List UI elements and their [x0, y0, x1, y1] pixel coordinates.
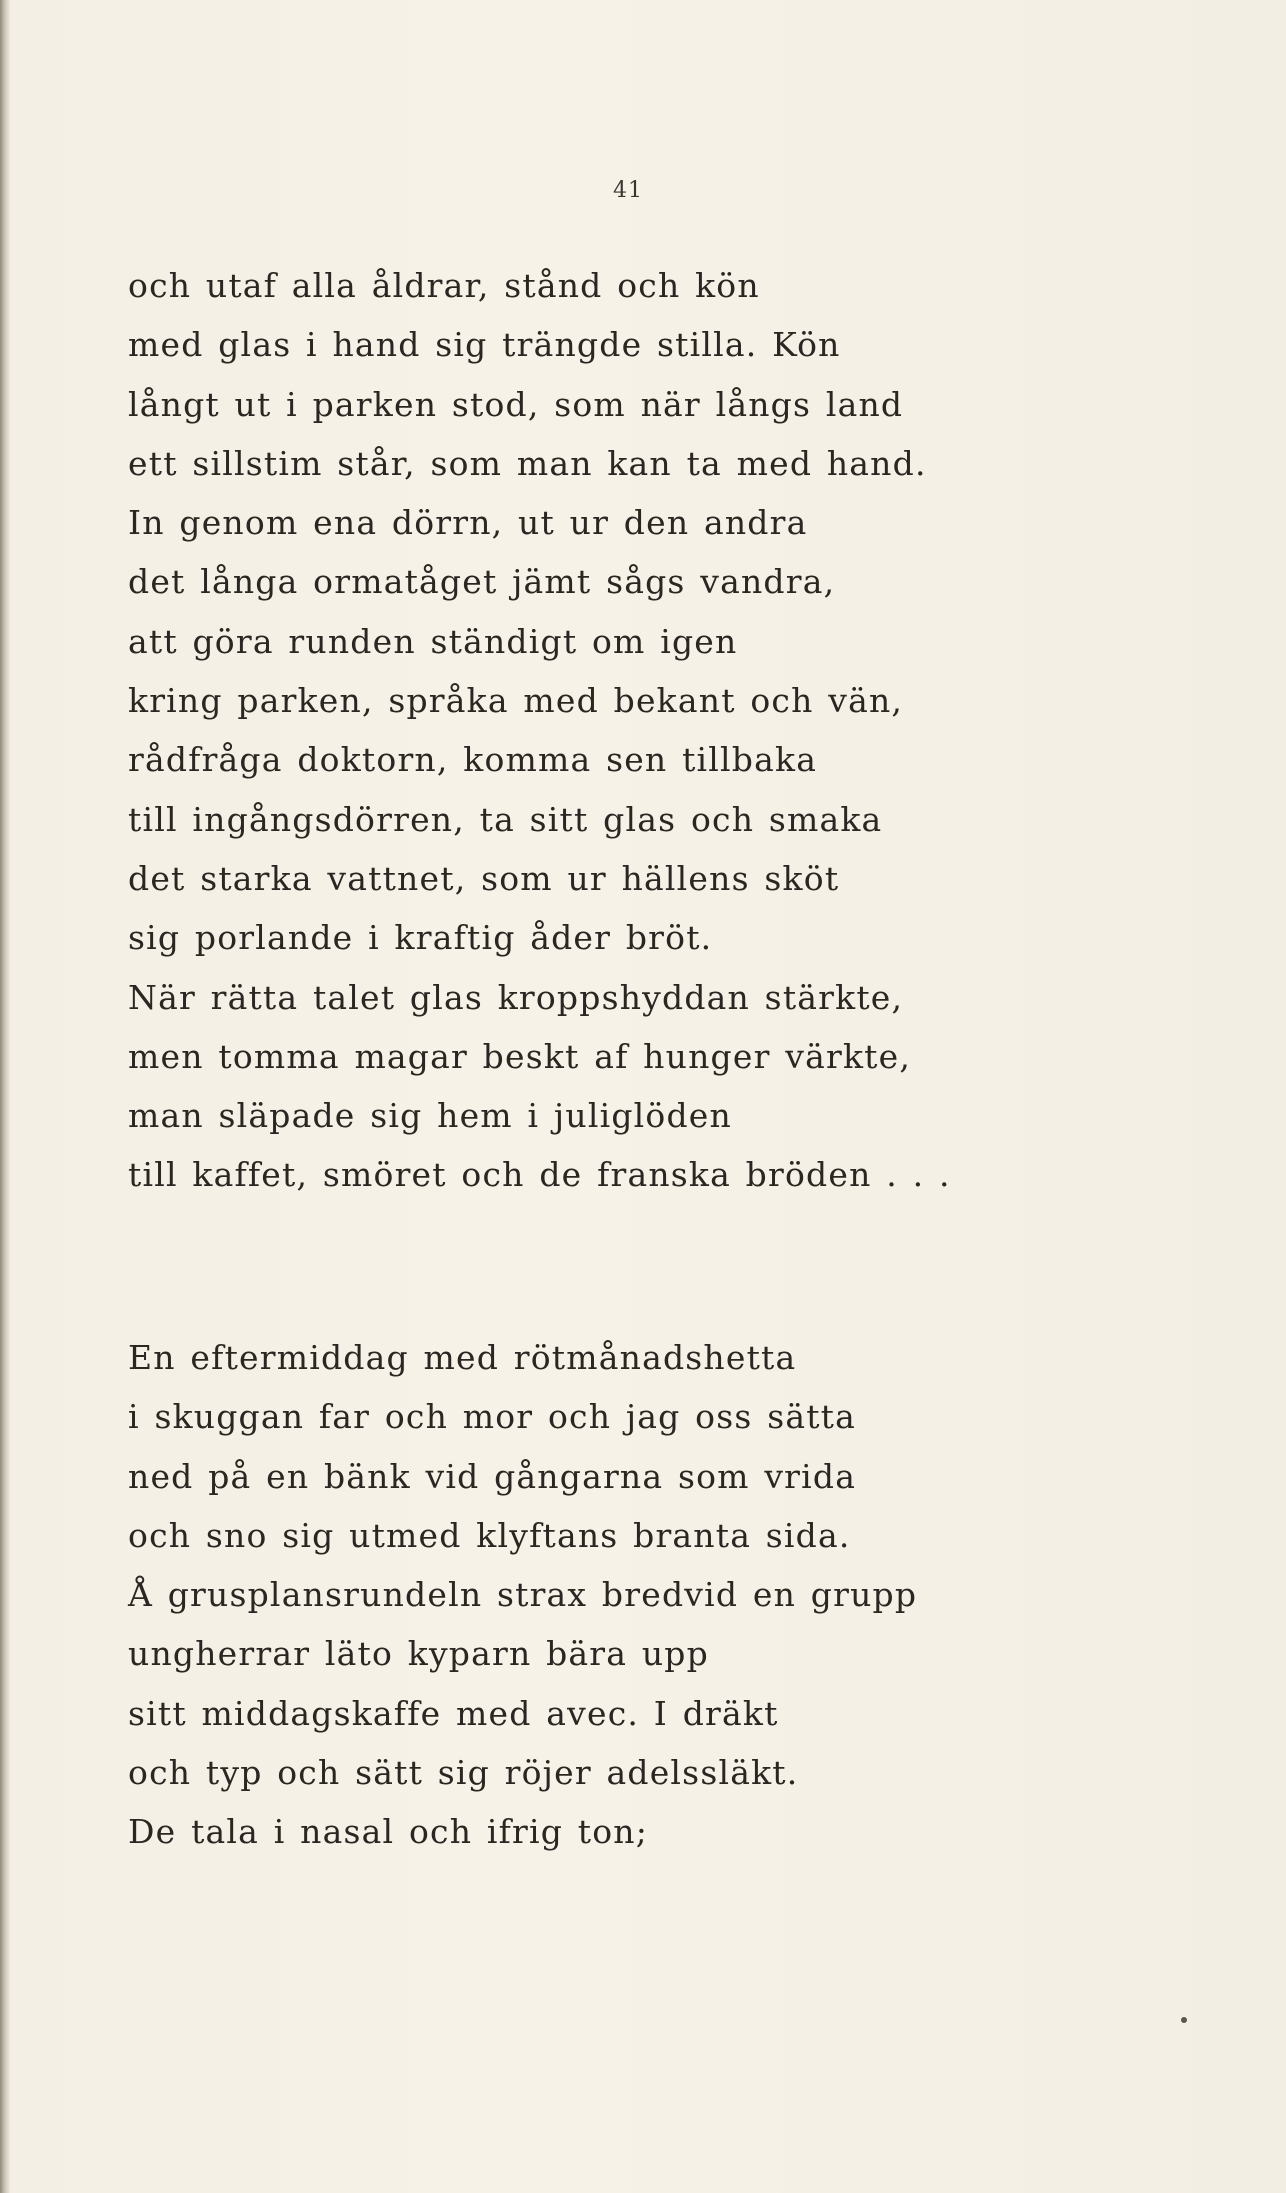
poem-line: och utaf alla åldrar, stånd och kön [128, 266, 760, 305]
page-edge [0, 0, 10, 2193]
poem-line: ned på en bänk vid gångarna som vrida [128, 1456, 857, 1496]
stanza-1 [128, 256, 951, 1205]
poem-line: Å grusplansrundeln strax bredvid en grupp [128, 1575, 918, 1615]
poem-line: kring parken, språka med bekant och vän, [128, 681, 904, 721]
poem-line: i skuggan far och mor och jag oss sätta [128, 1397, 857, 1437]
poem-line: och sno sig utmed klyftans branta sida. [128, 1515, 851, 1555]
poem-line: sig porlande i kraftig åder bröt. [128, 918, 713, 958]
poem-line: långt ut i parken stod, som när långs land [128, 384, 904, 424]
poem-line: att göra runden ständigt om igen [128, 621, 738, 661]
poem-line: sitt middagskaffe med avec. I dräkt [128, 1693, 779, 1733]
page-number: 41 [613, 178, 643, 203]
poem-line: till kaffet, smöret och de franska bröden . . . [128, 1155, 951, 1195]
poem-line: till ingångsdörren, ta sitt glas och smaka [128, 799, 883, 839]
poem-line: ett sillstim står, som man kan ta med hand. [128, 443, 927, 483]
poem-line: ungherrar läto kyparn bära upp [128, 1634, 709, 1674]
poem-line: och typ och sätt sig röjer adelssläkt. [128, 1753, 799, 1793]
ink-speck [1181, 2017, 1187, 2023]
poem-line: En eftermiddag med rötmånadshetta [128, 1338, 797, 1377]
poem-line: det starka vattnet, som ur hällens sköt [128, 858, 840, 898]
poem-line: men tomma magar beskt af hunger värkte, [128, 1036, 912, 1076]
poem-line: man släpade sig hem i juliglöden [128, 1096, 732, 1136]
poem-line: det långa ormatåget jämt sågs vandra, [128, 562, 836, 602]
poem-line: rådfråga doktorn, komma sen tillbaka [128, 740, 818, 780]
poem-line: med glas i hand sig trängde stilla. Kön [128, 325, 841, 365]
poem-line: När rätta talet glas kroppshyddan stärkte, [128, 977, 904, 1017]
stanza-2 [128, 1328, 917, 1862]
poem-line: De tala i nasal och ifrig ton; [128, 1812, 649, 1852]
poem-line: In genom ena dörrn, ut ur den andra [128, 503, 808, 543]
